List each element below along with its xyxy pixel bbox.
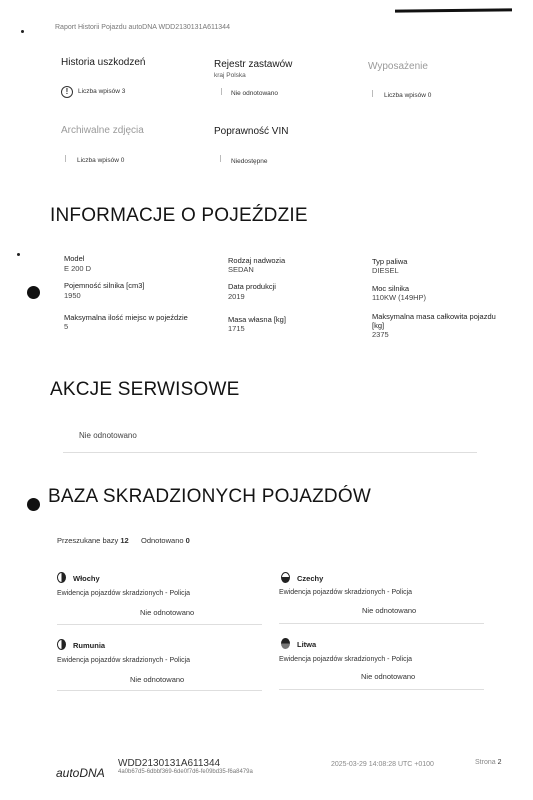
country-status: Nie odnotowano xyxy=(140,608,195,617)
rejestr-status: Nie odnotowano xyxy=(231,90,278,97)
field-label: Maksymalna ilość miejsc w pojeździe xyxy=(64,313,188,322)
scan-mark xyxy=(17,253,20,256)
field-value: 2019 xyxy=(228,292,245,301)
wyposazenie-entries: Liczba wpisów 0 xyxy=(384,92,432,99)
zdjecia-title: Archiwalne zdjęcia xyxy=(61,125,144,136)
field-value: E 200 D xyxy=(64,264,92,273)
field-label: Masa własna [kg] xyxy=(228,315,286,324)
flag-czech-icon xyxy=(281,572,290,583)
flag-lithuania-icon xyxy=(281,638,290,649)
page-label: Strona xyxy=(475,759,496,766)
zdjecia-entries: Liczba wpisów 0 xyxy=(77,157,125,164)
footer-hash: 4a0b67d5-6dbbf369-6de0f7d6-fe09bd35-f6a8479a xyxy=(118,769,253,775)
service-divider xyxy=(63,452,477,453)
footer-page xyxy=(475,759,501,766)
country-name: Litwa xyxy=(297,640,317,649)
wyposazenie-title: Wyposażenie xyxy=(368,61,428,72)
top-edge-bar xyxy=(395,8,512,12)
field-label: Rodzaj nadwozia xyxy=(228,256,286,265)
footer-vin: WDD2130131A611344 xyxy=(118,758,221,769)
vin-status: Niedostępne xyxy=(231,158,268,165)
country-status: Nie odnotowano xyxy=(130,675,185,684)
country-source: Ewidencja pojazdów skradzionych - Policja xyxy=(279,589,413,596)
flag-italy-icon xyxy=(57,572,66,583)
found-summary xyxy=(141,536,190,545)
found-value: 0 xyxy=(185,536,190,545)
country-status: Nie odnotowano xyxy=(362,606,417,615)
rejestr-title: Rejestr zastawów xyxy=(214,59,293,70)
country-source: Ewidencja pojazdów skradzionych - Policja xyxy=(57,590,191,597)
scan-mark xyxy=(21,30,24,33)
country-divider xyxy=(279,689,484,690)
searched-value: 12 xyxy=(120,536,129,545)
field-label: Data produkcji xyxy=(228,282,276,291)
service-section-title: AKCJE SERWISOWE xyxy=(50,379,240,400)
country-source: Ewidencja pojazdów skradzionych - Policja xyxy=(57,657,191,664)
country-status: Nie odnotowano xyxy=(361,672,416,681)
footer-timestamp: 2025-03-29 14:08:28 UTC +0100 xyxy=(331,761,434,768)
field-label: Maksymalna masa całkowita pojazdu [kg] xyxy=(372,312,496,330)
searched-summary xyxy=(57,536,129,545)
autodna-logo: autoDNA xyxy=(56,766,105,780)
service-status: Nie odnotowano xyxy=(79,431,137,440)
field-value: SEDAN xyxy=(228,265,254,274)
field-value: 2375 xyxy=(372,330,389,339)
country-source: Ewidencja pojazdów skradzionych - Policja xyxy=(279,656,413,663)
stolen-section-title: BAZA SKRADZIONYCH POJAZDÓW xyxy=(48,486,371,507)
vehicle-section-title: INFORMACJE O POJEŹDZIE xyxy=(50,205,308,226)
field-label: Model xyxy=(64,254,85,263)
country-divider xyxy=(57,624,262,625)
field-value: DIESEL xyxy=(372,266,399,275)
found-label: Odnotowano xyxy=(141,536,184,545)
report-header: Raport Historii Pojazdu autoDNA WDD2130131A611344 xyxy=(55,24,230,31)
field-value: 110KW (149HP) xyxy=(372,293,427,302)
country-name: Włochy xyxy=(73,574,100,583)
exclamation-icon: ! xyxy=(61,86,73,98)
scan-hole-mark xyxy=(27,286,40,299)
scan-hole-mark xyxy=(27,498,40,511)
vin-title: Poprawność VIN xyxy=(214,126,289,137)
country-name: Rumunia xyxy=(73,641,106,650)
searched-label: Przeszukane bazy xyxy=(57,536,119,545)
rejestr-tick xyxy=(221,88,222,95)
field-label: Pojemność silnika [cm3] xyxy=(64,281,145,290)
country-name: Czechy xyxy=(297,574,324,583)
field-label: Typ paliwa xyxy=(372,257,408,266)
field-value: 1950 xyxy=(64,291,81,300)
field-value: 5 xyxy=(64,322,69,331)
vin-tick xyxy=(220,155,221,162)
flag-romania-icon xyxy=(57,639,66,650)
historia-title: Historia uszkodzeń xyxy=(61,57,146,68)
rejestr-country: kraj Polska xyxy=(214,72,246,79)
wyposazenie-tick xyxy=(372,90,373,97)
country-divider xyxy=(57,690,262,691)
historia-entries: Liczba wpisów 3 xyxy=(78,88,126,95)
page-number: 2 xyxy=(497,759,502,766)
zdjecia-tick xyxy=(65,155,66,162)
field-label: Moc silnika xyxy=(372,284,410,293)
country-divider xyxy=(279,623,484,624)
field-value: 1715 xyxy=(228,324,245,333)
